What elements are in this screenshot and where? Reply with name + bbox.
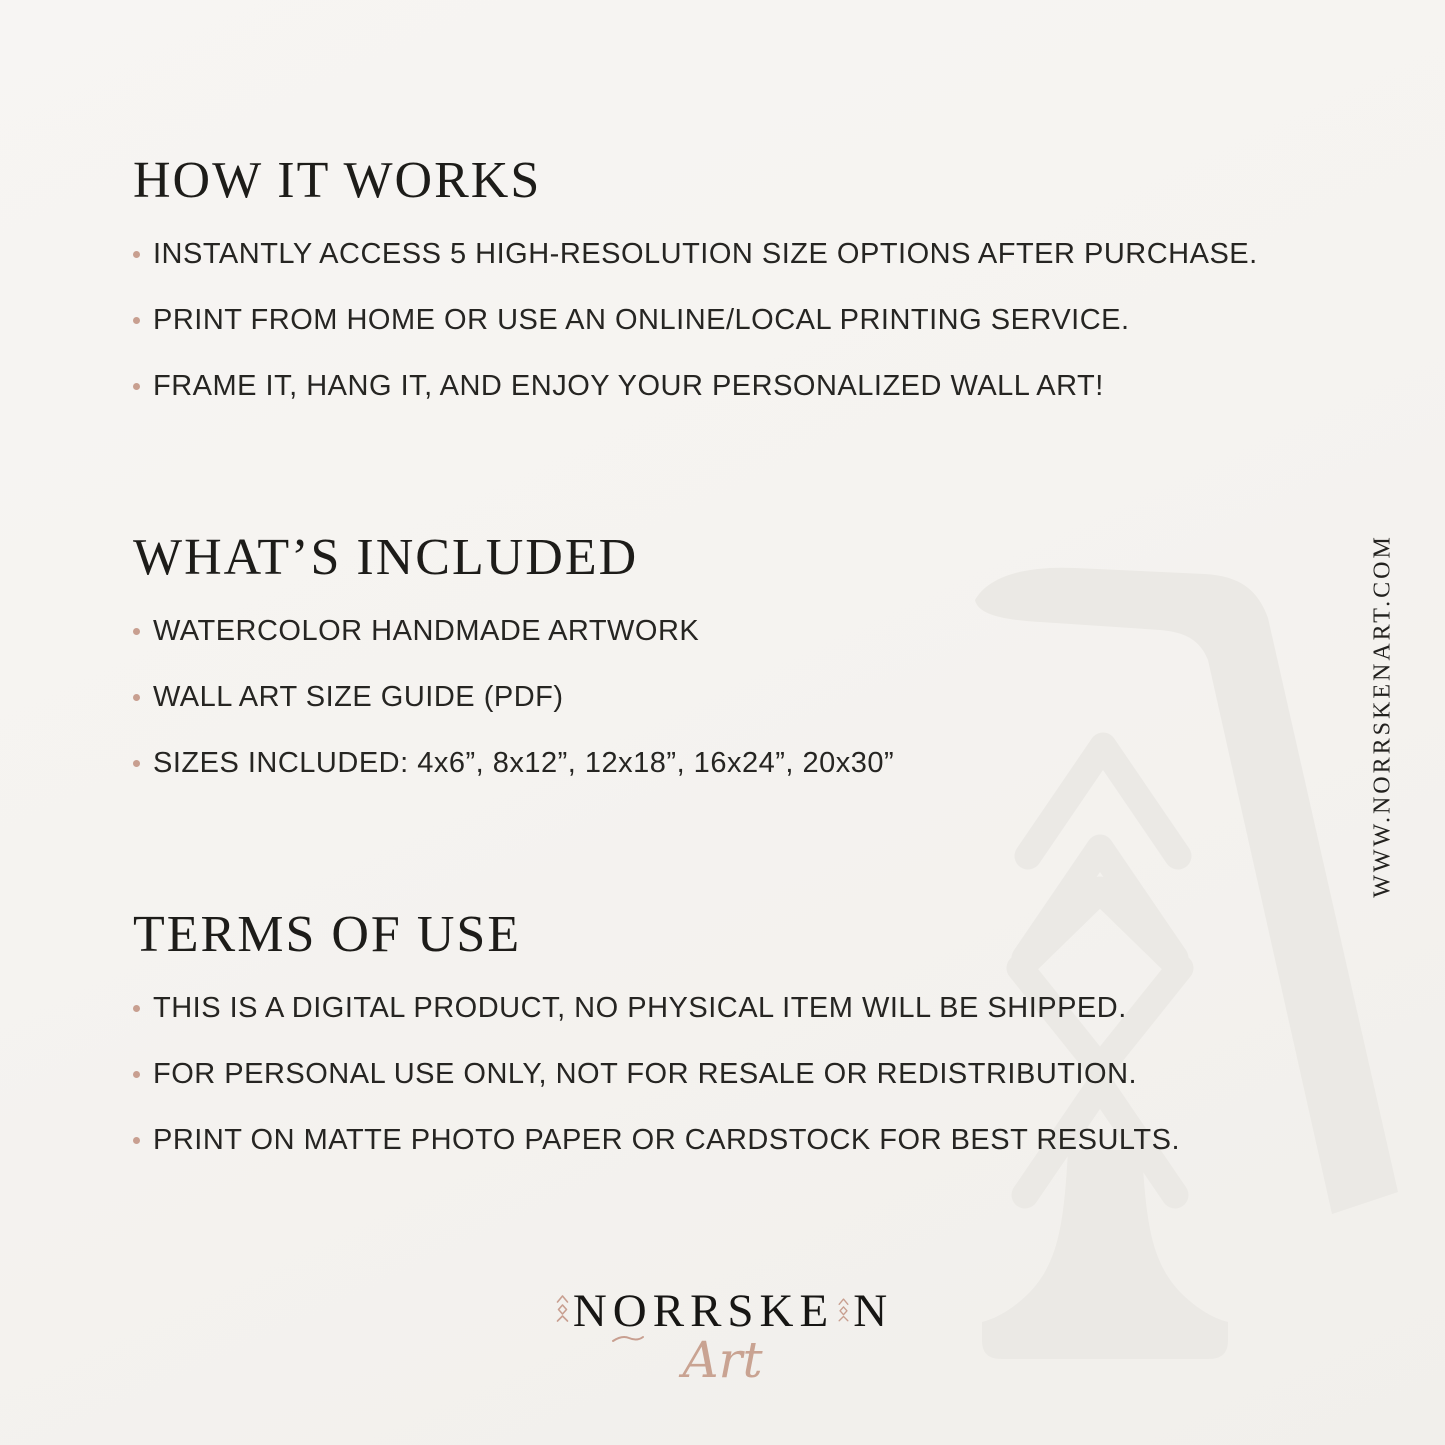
bullet-dot-icon	[133, 1005, 140, 1012]
bullet-dot-icon	[133, 1137, 140, 1144]
bullet-text: SIZES INCLUDED: 4x6”, 8x12”, 12x18”, 16x24”, 20x30”	[153, 747, 895, 779]
section-whats-included	[133, 529, 1373, 814]
rune-ornament-icon	[837, 1296, 850, 1323]
bullet-dot-icon	[133, 251, 140, 258]
bullet-list	[133, 993, 1373, 1155]
bullet-dot-icon	[133, 317, 140, 324]
bullet-dot-icon	[133, 694, 140, 701]
logo-letter: N	[572, 1285, 613, 1337]
section-title: WHAT’S INCLUDED	[133, 529, 639, 586]
bullet-list	[133, 616, 1373, 778]
logo-wordmark	[552, 1285, 894, 1337]
section-title: TERMS OF USE	[133, 906, 522, 963]
logo-script-art: Art	[682, 1331, 763, 1389]
section-title: HOW IT WORKS	[133, 152, 542, 209]
list-item	[133, 616, 1373, 646]
section-how-it-works	[133, 152, 1373, 437]
logo-letters: RRSKE	[652, 1285, 835, 1337]
bullet-text: FOR PERSONAL USE ONLY, NOT FOR RESALE OR REDISTRIBUTION.	[153, 1058, 1138, 1090]
o-underline-swoosh-icon	[611, 1334, 645, 1344]
bullet-text: PRINT FROM HOME OR USE AN ONLINE/LOCAL PRINTING SERVICE.	[153, 304, 1130, 336]
bullet-dot-icon	[133, 1071, 140, 1078]
logo-letter: O	[612, 1285, 653, 1337]
list-item	[133, 1125, 1373, 1155]
list-item	[133, 371, 1373, 401]
bullet-text: INSTANTLY ACCESS 5 HIGH-RESOLUTION SIZE OPTIONS AFTER PURCHASE.	[153, 238, 1258, 270]
section-terms-of-use	[133, 906, 1373, 1191]
bullet-dot-icon	[133, 383, 140, 390]
website-url: WWW.NORRSKENART.COM	[1369, 534, 1396, 898]
rune-ornament-icon	[555, 1293, 570, 1323]
bullet-dot-icon	[133, 760, 140, 767]
bullet-text: THIS IS A DIGITAL PRODUCT, NO PHYSICAL ITEM WILL BE SHIPPED.	[153, 992, 1127, 1024]
logo-letter: N	[853, 1285, 894, 1337]
bullet-list	[133, 239, 1373, 401]
list-item	[133, 1059, 1373, 1089]
bullet-dot-icon	[133, 628, 140, 635]
bullet-text: FRAME IT, HANG IT, AND ENJOY YOUR PERSONALIZED WALL ART!	[153, 370, 1104, 402]
bullet-text: WALL ART SIZE GUIDE (PDF)	[153, 681, 564, 713]
brand-logo	[0, 1285, 1445, 1389]
list-item	[133, 239, 1373, 269]
bullet-text: PRINT ON MATTE PHOTO PAPER OR CARDSTOCK FOR BEST RESULTS.	[153, 1124, 1181, 1156]
bullet-text: WATERCOLOR HANDMADE ARTWORK	[153, 615, 700, 647]
list-item	[133, 305, 1373, 335]
list-item	[133, 993, 1373, 1023]
list-item	[133, 682, 1373, 712]
logo-letter-o	[612, 1285, 653, 1337]
list-item	[133, 748, 1373, 778]
